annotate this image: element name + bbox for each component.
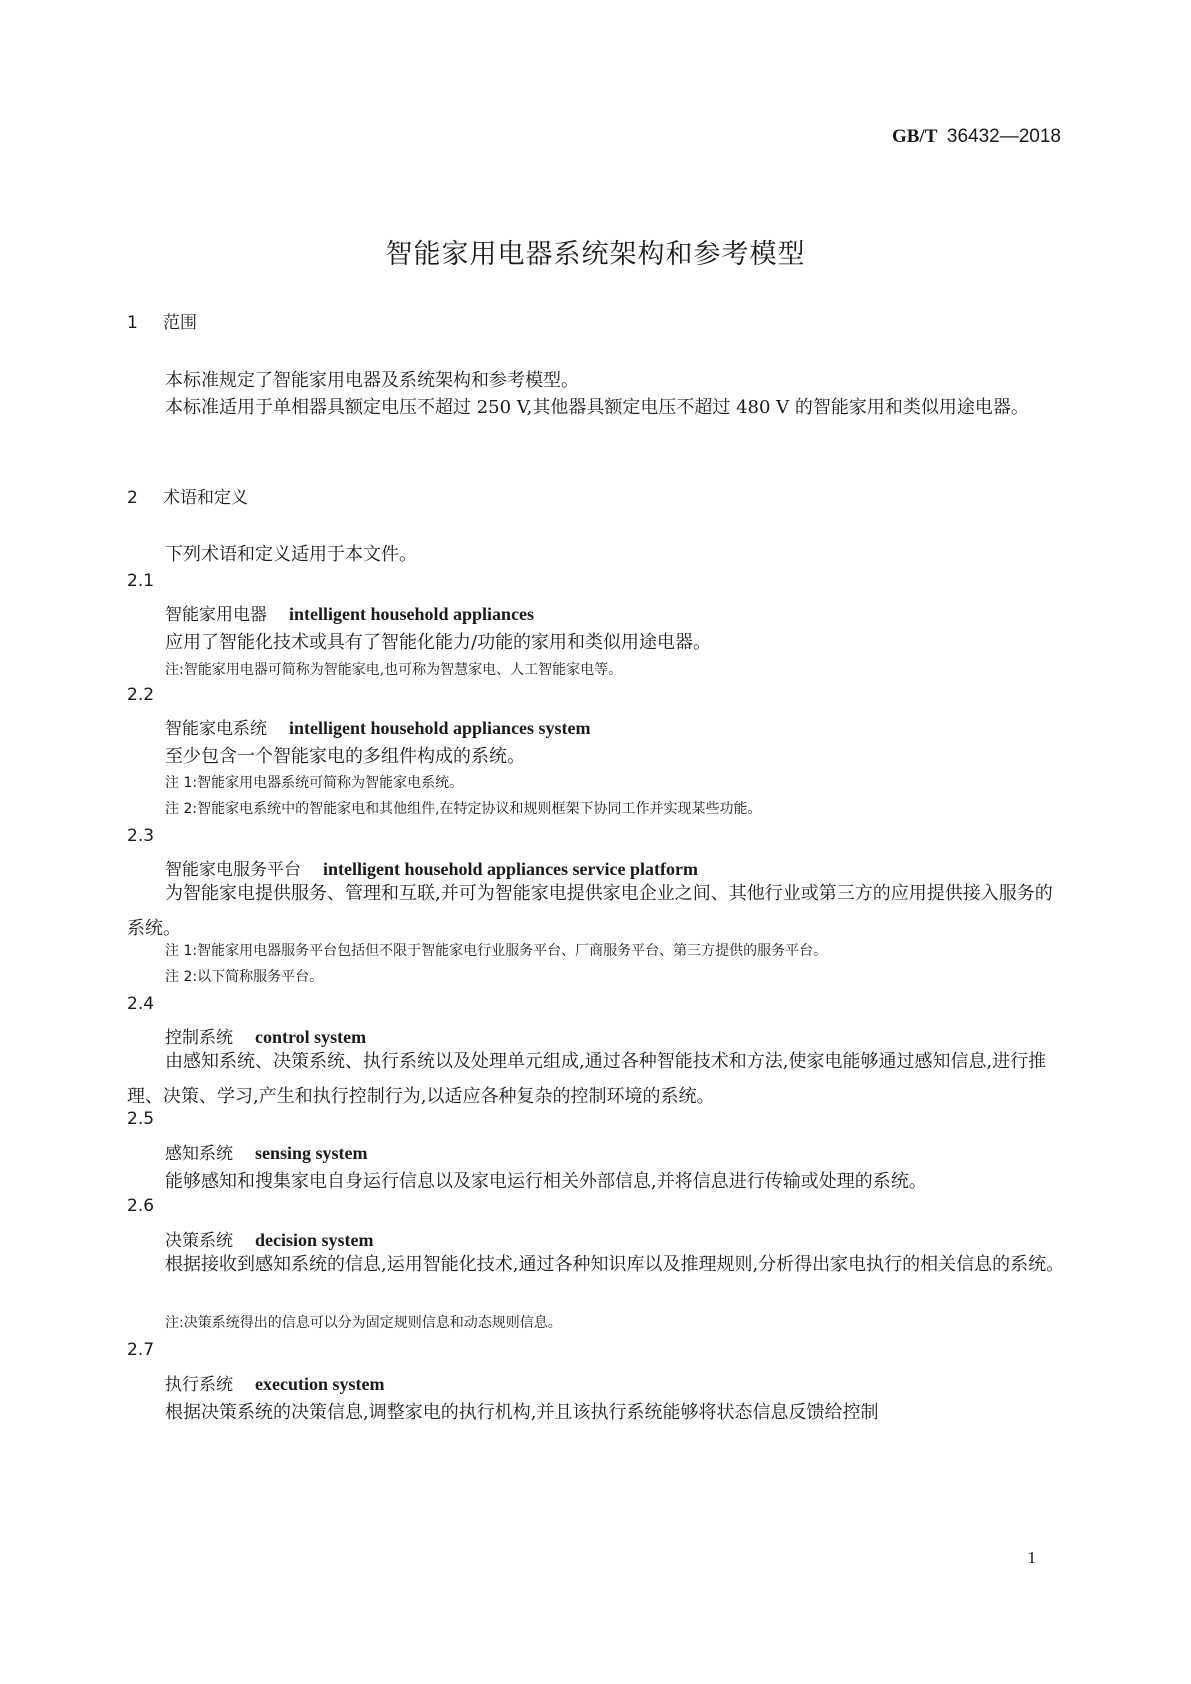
term-cn: 控制系统 (165, 1028, 233, 1048)
section-title: 术语和定义 (163, 488, 248, 508)
term-heading (165, 1139, 368, 1164)
term-definition: 应用了智能化技术或具有了智能化能力/功能的家用和类似用途电器。 (165, 632, 712, 653)
term-definition: 由感知系统、决策系统、执行系统以及处理单元组成,通过各种智能技术和方法,使家电能够通过感知信息,进行推理、决策、学习,产生和执行控制行为,以适应各种复杂的控制环境的系统。 (127, 1051, 1047, 1107)
term-definition: 为智能家电提供服务、管理和互联,并可为智能家电提供家电企业之间、其他行业或第三方的应用提供接入服务的系统。 (127, 883, 1053, 939)
term-cn: 智能家用电器 (165, 605, 267, 625)
clause-number: 2.5 (127, 1109, 155, 1129)
term-note (165, 1312, 562, 1332)
term-en: execution system (255, 1374, 385, 1394)
term-cn: 感知系统 (165, 1144, 233, 1164)
term-heading (165, 1370, 384, 1395)
note-label: 注 1: (165, 943, 198, 959)
term-note (165, 659, 622, 679)
section-heading-terms (127, 483, 248, 508)
note-label: 注 2: (165, 969, 198, 985)
note-text: 智能家用电器可简称为智能家电,也可称为智慧家电、人工智能家电等。 (183, 662, 623, 678)
note-text: 决策系统得出的信息可以分为固定规则信息和动态规则信息。 (183, 1315, 562, 1331)
section-number: 2 (127, 488, 138, 508)
term-heading (165, 600, 534, 625)
term-en: control system (255, 1027, 367, 1047)
term-cn: 智能家电服务平台 (165, 860, 301, 880)
term-definition: 至少包含一个智能家电的多组件构成的系统。 (165, 746, 525, 767)
clause-number: 2.3 (127, 826, 155, 846)
note-text: 智能家电系统中的智能家电和其他组件,在特定协议和规则框架下协同工作并实现某些功能。 (197, 801, 762, 817)
section-heading-scope (127, 308, 197, 333)
standard-prefix: GB/T (891, 126, 938, 147)
term-cn: 决策系统 (165, 1231, 233, 1251)
term-en: intelligent household appliances system (289, 718, 591, 738)
note-label: 注: (165, 1315, 184, 1331)
term-en: sensing system (255, 1143, 368, 1163)
section-number: 1 (127, 313, 138, 333)
term-note-1 (165, 772, 463, 792)
page-number: 1 (1027, 1548, 1036, 1567)
standard-number: 36432—2018 (946, 126, 1061, 147)
term-note-2 (165, 966, 323, 986)
note-label: 注 2: (165, 801, 198, 817)
scope-paragraph-2: 本标准适用于单相器具额定电压不超过 250 V,其他器具额定电压不超过 480 V 的智能家用和类似用途电器。 (165, 397, 1029, 418)
clause-number: 2.7 (127, 1340, 155, 1360)
note-label: 注 1: (165, 775, 198, 791)
terms-intro: 下列术语和定义适用于本文件。 (165, 544, 417, 565)
term-note-2 (165, 798, 762, 818)
note-text: 智能家用电器服务平台包括但不限于智能家电行业服务平台、厂商服务平台、第三方提供的服务平台。 (197, 943, 828, 959)
term-definition: 根据接收到感知系统的信息,运用智能化技术,通过各种知识库以及推理规则,分析得出家电执行的相关信息的系统。 (165, 1254, 1065, 1275)
term-cn: 智能家电系统 (165, 719, 267, 739)
scope-paragraph-1: 本标准规定了智能家用电器及系统架构和参考模型。 (165, 370, 579, 391)
term-note-1 (165, 940, 827, 960)
clause-number: 2.1 (127, 571, 155, 591)
note-label: 注: (165, 662, 184, 678)
note-text: 以下简称服务平台。 (197, 969, 324, 985)
term-definition: 能够感知和搜集家电自身运行信息以及家电运行相关外部信息,并将信息进行传输或处理的系统。 (165, 1171, 927, 1192)
clause-number: 2.4 (127, 994, 155, 1014)
clause-number: 2.2 (127, 685, 155, 705)
document-title: 智能家用电器系统架构和参考模型 (385, 239, 806, 270)
note-text: 智能家用电器系统可简称为智能家电系统。 (197, 775, 464, 791)
term-en: intelligent household appliances (289, 604, 535, 624)
term-definition: 根据决策系统的决策信息,调整家电的执行机构,并且该执行系统能够将状态信息反馈给控制 (165, 1402, 879, 1423)
term-en: intelligent household appliances service platform (323, 859, 698, 879)
term-cn: 执行系统 (165, 1375, 233, 1395)
section-title: 范围 (163, 313, 197, 333)
term-heading (165, 714, 591, 739)
term-en: decision system (255, 1230, 374, 1250)
standard-code (892, 126, 1061, 148)
clause-number: 2.6 (127, 1196, 155, 1216)
